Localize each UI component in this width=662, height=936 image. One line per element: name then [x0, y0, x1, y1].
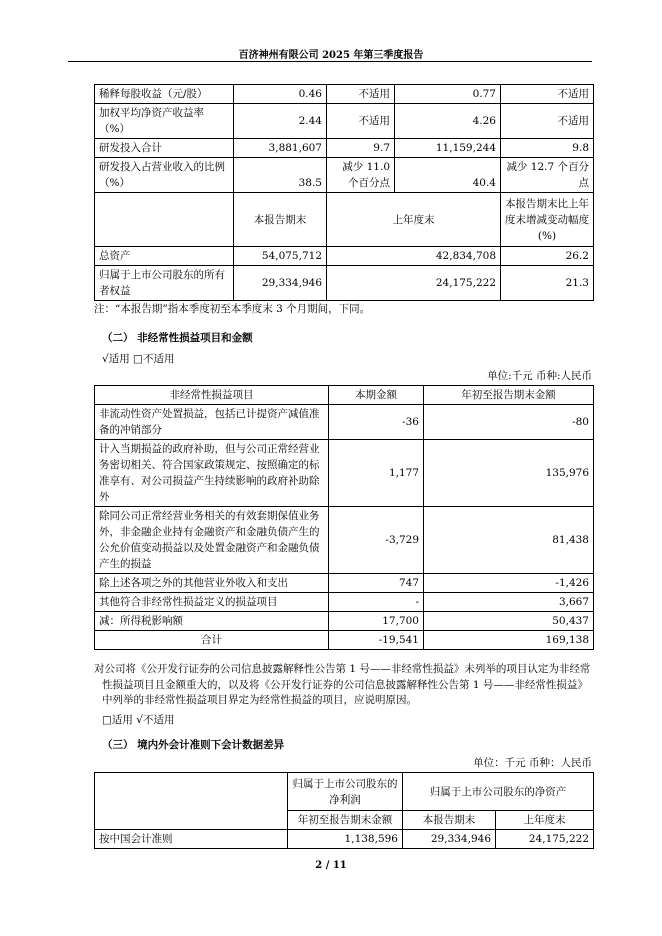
cell: 1,177	[329, 440, 424, 507]
column-header: 本期金额	[329, 386, 424, 405]
row-label: 除上述各项之外的其他营业外收入和支出	[95, 574, 329, 593]
page-number: 2 / 11	[315, 860, 347, 871]
empty-cell	[95, 193, 234, 247]
cell: 29,334,946	[234, 266, 327, 301]
cell: 21.3	[501, 266, 594, 301]
row-label: 研发投入合计	[95, 139, 234, 158]
cell: 40.4	[395, 158, 501, 193]
table-row	[95, 247, 594, 266]
cell: 169,138	[424, 631, 594, 650]
cell: 不适用	[327, 85, 395, 104]
cell: 不适用	[327, 104, 395, 139]
row-label: 合计	[95, 631, 329, 650]
table-row	[95, 405, 594, 440]
empty-cell	[95, 773, 288, 830]
cell: 135,976	[424, 440, 594, 507]
row-label: 其他符合非经常性损益定义的损益项目	[95, 593, 329, 612]
cell: 81,438	[424, 507, 594, 574]
cell: 26.2	[501, 247, 594, 266]
cell: -36	[329, 405, 424, 440]
row-label: 归属于上市公司股东的所有者权益	[95, 266, 234, 301]
row-label: 加权平均净资产收益率（%）	[95, 104, 234, 139]
table-row	[95, 593, 594, 612]
cell: -	[329, 593, 424, 612]
cell: 9.7	[327, 139, 395, 158]
column-header: 本报告期末	[403, 811, 496, 830]
header-rule	[68, 61, 592, 62]
cell: 减少 11.0 个百分点	[327, 158, 395, 193]
column-header: 本报告期末	[234, 193, 327, 247]
column-header: 非经常性损益项目	[95, 386, 329, 405]
cell: 1,138,596	[288, 830, 403, 849]
section-title: （三） 境内外会计准则下会计数据差异	[102, 739, 285, 751]
column-header: 归属于上市公司股东的净资产	[403, 773, 594, 811]
cell: 不适用	[501, 85, 594, 104]
table-row	[95, 574, 594, 593]
cell: 不适用	[501, 104, 594, 139]
row-label: 非流动性资产处置损益，包括已计提资产减值准备的冲销部分	[95, 405, 329, 440]
table-header-row	[95, 386, 594, 405]
cell: 3,881,607	[234, 139, 327, 158]
cell: 0.77	[395, 85, 501, 104]
row-label: 计入当期损益的政府补助，但与公司正常经营业务密切相关、符合国家政策规定、按照确定的标准享有、对公司损益产生持续影响的政府补助除外	[95, 440, 329, 507]
unit-label: 单位：千元 币种：人民币	[473, 757, 592, 769]
cell: 54,075,712	[234, 247, 327, 266]
table-row	[95, 85, 594, 104]
table-subheader-row	[95, 193, 594, 247]
cell: -19,541	[329, 631, 424, 650]
explanation-paragraph: 对公司将《公开发行证券的公司信息披露解释性公告第 1 号——非经常性损益》未列举的项目认定为非经常性损益项目且金额重大的，以及将《公开发行证券的公司信息披露解释性公告第 1 号——非经常性损益》中列举的非经常性损益项目界定为经常性损益的项目，应说明原因。	[94, 663, 591, 706]
table-row	[95, 266, 594, 301]
page-header: 百济神州有限公司 2025 年第三季度报告	[238, 50, 424, 61]
column-header: 上年度末	[327, 193, 501, 247]
column-header: 年初至报告期末金额	[288, 811, 403, 830]
column-header: 上年度末	[496, 811, 594, 830]
cell: 42,834,708	[327, 247, 501, 266]
row-label: 除同公司正常经营业务相关的有效套期保值业务外，非金融企业持有金融资产和金融负债产生的公允价值变动损益以及处置金融资产和金融负债产生的损益	[95, 507, 329, 574]
table-row	[95, 139, 594, 158]
unit-label: 单位:千元 币种:人民币	[487, 370, 592, 382]
table-row	[95, 507, 594, 574]
table-row	[95, 612, 594, 631]
cell: 9.8	[501, 139, 594, 158]
cell: 24,175,222	[496, 830, 594, 849]
row-label: 研发投入占营业收入的比例（%）	[95, 158, 234, 193]
table-row	[95, 830, 594, 849]
table-row	[95, 104, 594, 139]
cell: -3,729	[329, 507, 424, 574]
table-header-row	[95, 773, 594, 811]
applicable-status: √适用 □不适用	[102, 353, 175, 365]
cell: 4.26	[395, 104, 501, 139]
cell: 29,334,946	[403, 830, 496, 849]
column-header: 本报告期末比上年度末增减变动幅度(%)	[501, 193, 594, 247]
cell: 0.46	[234, 85, 327, 104]
table-note: 注：“本报告期”指本季度初至本季度末 3 个月期间，下同。	[94, 303, 371, 315]
cell: 3,667	[424, 593, 594, 612]
cell: 11,159,244	[395, 139, 501, 158]
cell: 38.5	[234, 158, 327, 193]
column-header: 年初至报告期末金额	[424, 386, 594, 405]
table-row	[95, 440, 594, 507]
gaap-difference-table	[94, 772, 594, 849]
cell: 747	[329, 574, 424, 593]
applicable-status: □适用 √不适用	[102, 714, 175, 726]
section-title: （二） 非经常性损益项目和金额	[102, 332, 253, 344]
cell: 2.44	[234, 104, 327, 139]
row-label: 总资产	[95, 247, 234, 266]
cell: 17,700	[329, 612, 424, 631]
cell: -1,426	[424, 574, 594, 593]
cell: 减少 12.7 个百分点	[501, 158, 594, 193]
cell: 50,437	[424, 612, 594, 631]
row-label: 按中国会计准则	[95, 830, 288, 849]
non-recurring-items-table	[94, 385, 594, 650]
table-row	[95, 158, 594, 193]
table-total-row	[95, 631, 594, 650]
column-header: 归属于上市公司股东的净利润	[288, 773, 403, 811]
row-label: 稀释每股收益（元/股）	[95, 85, 234, 104]
cell: 24,175,222	[327, 266, 501, 301]
financial-indicators-table	[94, 84, 594, 301]
row-label: 减：所得税影响额	[95, 612, 329, 631]
cell: -80	[424, 405, 594, 440]
